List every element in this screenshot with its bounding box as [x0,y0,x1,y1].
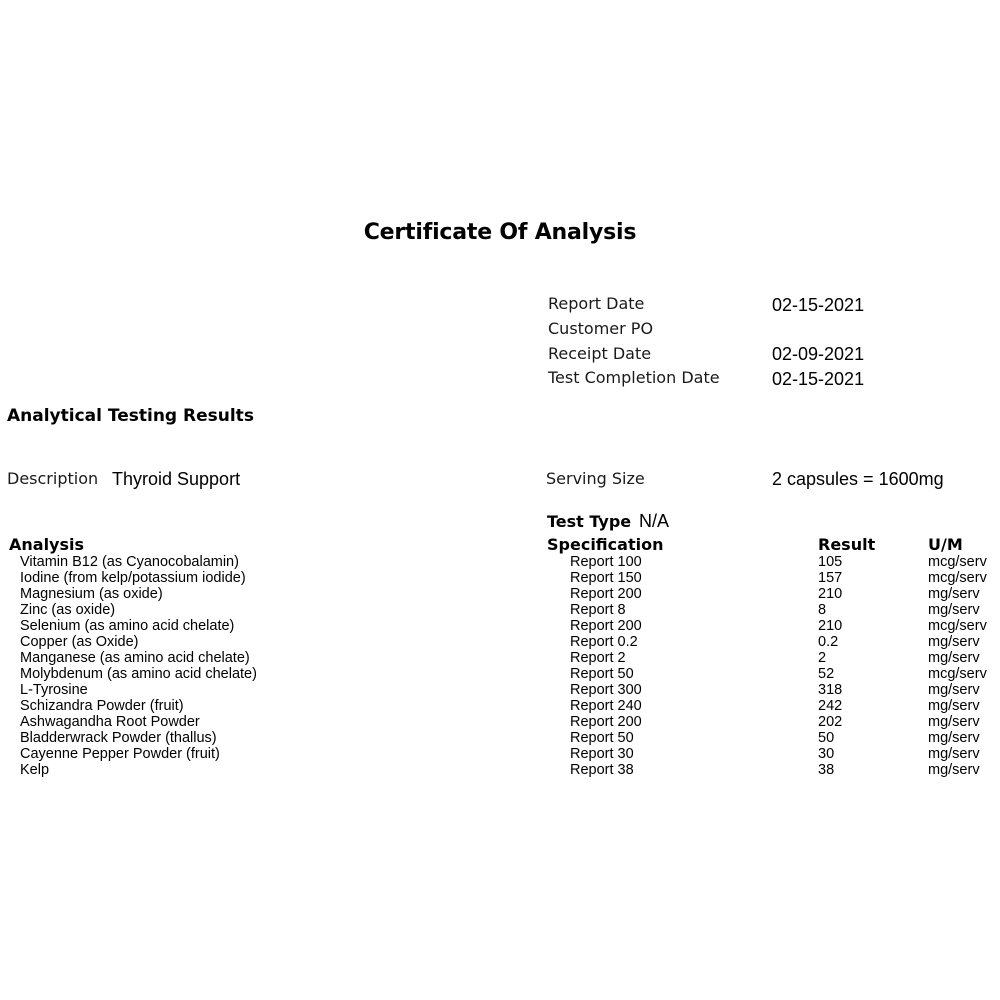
table-row [0,746,1000,762]
serving-size-label: Serving Size [546,469,645,488]
cell-analysis: Cayenne Pepper Powder (fruit) [20,746,220,762]
cell-result: 0.2 [818,634,839,650]
cell-analysis: Zinc (as oxide) [20,602,116,618]
cell-result: 210 [818,618,843,634]
cell-analysis: Kelp [20,762,50,778]
cell-result: 50 [818,730,835,746]
section-heading: Analytical Testing Results [7,406,254,426]
header-um: U/M [928,535,963,554]
cell-um: mg/serv [928,586,980,602]
cell-specification: Report 0.2 [570,634,638,650]
cell-specification: Report 30 [570,746,634,762]
cell-result: 8 [818,602,827,618]
table-row [0,586,1000,602]
receipt-date-label: Receipt Date [548,344,652,363]
table-row [0,618,1000,634]
cell-result: 157 [818,570,843,586]
cell-specification: Report 50 [570,730,634,746]
description-label: Description [7,469,99,488]
table-row [0,570,1000,586]
results-table [0,554,1000,778]
cell-um: mg/serv [928,698,980,714]
cell-specification: Report 38 [570,762,634,778]
table-row [0,762,1000,778]
cell-um: mg/serv [928,730,980,746]
table-row [0,602,1000,618]
cell-analysis: Iodine (from kelp/potassium iodide) [20,570,246,586]
cell-um: mcg/serv [928,570,987,586]
cell-um: mg/serv [928,762,980,778]
cell-result: 318 [818,682,843,698]
test-type-label: Test Type [547,512,632,531]
report-date-label: Report Date [548,294,645,313]
cell-um: mg/serv [928,634,980,650]
table-row [0,730,1000,746]
table-row [0,554,1000,570]
table-row [0,650,1000,666]
table-row [0,634,1000,650]
cell-specification: Report 150 [570,570,642,586]
serving-size-value: 2 capsules = 1600mg [772,469,944,489]
description-value: Thyroid Support [112,469,241,489]
cell-analysis: Molybdenum (as amino acid chelate) [20,666,257,682]
cell-analysis: Schizandra Powder (fruit) [20,698,184,714]
table-row [0,666,1000,682]
cell-result: 2 [818,650,827,666]
cell-um: mcg/serv [928,618,987,634]
header-analysis: Analysis [9,535,85,554]
receipt-date-value: 02-09-2021 [772,344,865,364]
test-completion-date-label: Test Completion Date [548,368,720,387]
cell-result: 202 [818,714,843,730]
cell-specification: Report 2 [570,650,626,666]
cell-specification: Report 200 [570,618,642,634]
cell-analysis: Copper (as Oxide) [20,634,139,650]
cell-result: 242 [818,698,843,714]
cell-um: mg/serv [928,714,980,730]
cell-result: 38 [818,762,835,778]
cell-specification: Report 200 [570,586,642,602]
cell-um: mg/serv [928,746,980,762]
cell-specification: Report 200 [570,714,642,730]
cell-specification: Report 8 [570,602,626,618]
cell-um: mg/serv [928,682,980,698]
cell-analysis: Bladderwrack Powder (thallus) [20,730,217,746]
test-completion-date-value: 02-15-2021 [772,369,865,389]
cell-um: mg/serv [928,650,980,666]
customer-po-label: Customer PO [548,319,654,338]
cell-result: 210 [818,586,843,602]
cell-result: 30 [818,746,835,762]
cell-analysis: Magnesium (as oxide) [20,586,163,602]
cell-um: mcg/serv [928,554,987,570]
cell-analysis: Selenium (as amino acid chelate) [20,618,235,634]
cell-analysis: Ashwagandha Root Powder [20,714,200,730]
cell-result: 105 [818,554,843,570]
cell-analysis: L-Tyrosine [20,682,88,698]
header-specification: Specification [547,535,664,554]
cell-specification: Report 100 [570,554,642,570]
header-result: Result [818,535,876,554]
cell-analysis: Manganese (as amino acid chelate) [20,650,250,666]
cell-specification: Report 240 [570,698,642,714]
table-row [0,698,1000,714]
test-type-value: N/A [639,511,670,531]
cell-um: mg/serv [928,602,980,618]
report-date-value: 02-15-2021 [772,295,865,315]
cell-specification: Report 50 [570,666,634,682]
cell-um: mcg/serv [928,666,987,682]
table-row [0,714,1000,730]
cell-analysis: Vitamin B12 (as Cyanocobalamin) [20,554,239,570]
table-row [0,682,1000,698]
cell-result: 52 [818,666,835,682]
cell-specification: Report 300 [570,682,642,698]
document-title: Certificate Of Analysis [363,220,637,245]
